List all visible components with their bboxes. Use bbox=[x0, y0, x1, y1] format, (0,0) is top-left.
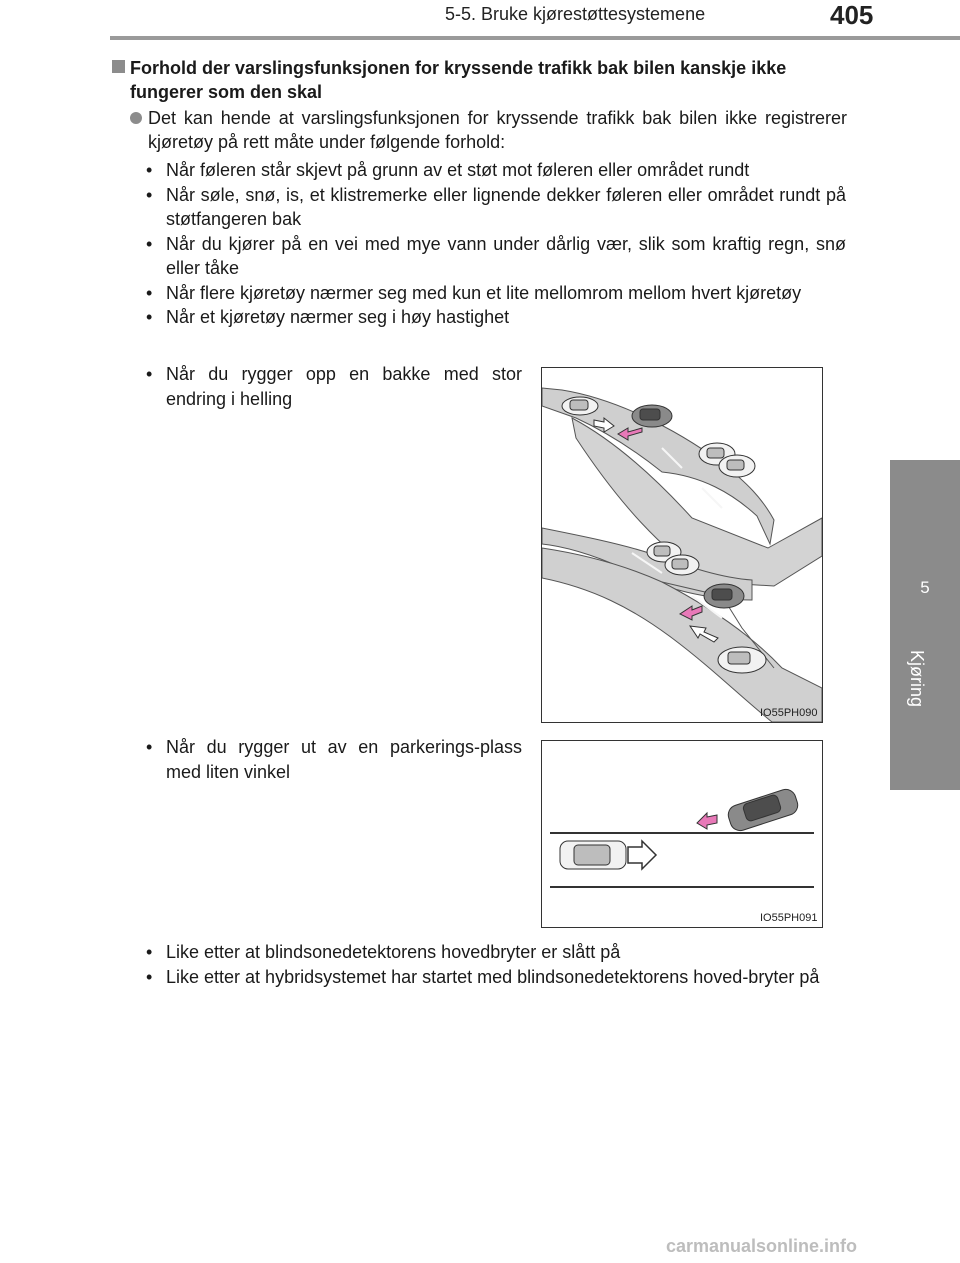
figure-code: IO55PH091 bbox=[760, 912, 818, 924]
car-icon bbox=[632, 405, 672, 427]
page-number: 405 bbox=[830, 0, 874, 30]
list-item: • Når føleren står skjevt på grunn av et støt mot føleren eller området rundt bbox=[146, 160, 750, 180]
car-icon bbox=[726, 787, 801, 833]
list-item: • Når søle, snø, is, et klistremerke eller lignende dekker føleren eller området rundt på støtfangeren bak bbox=[146, 184, 846, 229]
list-item: • Når du kjører på en vei med mye vann under dårlig vær, slik som kraftig regn, snø eller tåke bbox=[146, 233, 846, 278]
chapter-number: 5 bbox=[920, 578, 930, 597]
car-icon bbox=[560, 841, 626, 869]
hill-condition bbox=[146, 362, 522, 411]
figure-code: IO55PH090 bbox=[760, 707, 818, 719]
section-heading bbox=[112, 56, 847, 104]
list-item: • Når flere kjøretøy nærmer seg med kun et lite mellomrom mellom hvert kjøretøy bbox=[146, 282, 802, 303]
car-icon bbox=[718, 647, 766, 673]
list-item: • Like etter at hybridsystemet har startet med blindsonedetektorens hoved-bryter på bbox=[146, 966, 820, 987]
watermark: carmanualsonline.info bbox=[666, 1236, 858, 1256]
header-divider bbox=[110, 36, 960, 40]
list-item: • Når du rygger opp en bakke med stor endring i helling bbox=[146, 364, 522, 409]
list-item: • Like etter at blindsonedetektorens hovedbryter er slått på bbox=[146, 942, 621, 962]
car-icon bbox=[562, 397, 598, 415]
list-item: • Når du rygger ut av en parkerings-plass med liten vinkel bbox=[146, 737, 522, 782]
chapter-side-tab bbox=[890, 460, 960, 790]
parking-condition bbox=[146, 735, 522, 784]
list-item: • Når et kjøretøy nærmer seg i høy hastighet bbox=[146, 307, 510, 327]
condition-list bbox=[146, 158, 846, 330]
intro-text: Det kan hende at varslingsfunksjonen for kryssende trafikk bak bilen ikke registrerer kjøretøy på rett måte under følgende forhold: bbox=[148, 108, 847, 152]
car-icon bbox=[665, 555, 699, 575]
circle-bullet-icon bbox=[130, 112, 142, 124]
hill-illustration bbox=[541, 367, 823, 723]
parking-illustration bbox=[541, 740, 823, 928]
car-icon bbox=[719, 455, 755, 477]
section-heading-text: Forhold der varslingsfunksjonen for kryssende trafikk bak bilen kanskje ikke fungerer som den skal bbox=[130, 58, 787, 102]
square-bullet-icon bbox=[112, 60, 125, 73]
additional-condition-list bbox=[146, 940, 846, 989]
chapter-name: Kjøring bbox=[907, 650, 927, 708]
intro-paragraph bbox=[130, 106, 847, 154]
car-icon bbox=[704, 584, 744, 608]
header-section-title: 5-5. Bruke kjørestøttesystemene bbox=[445, 4, 706, 24]
